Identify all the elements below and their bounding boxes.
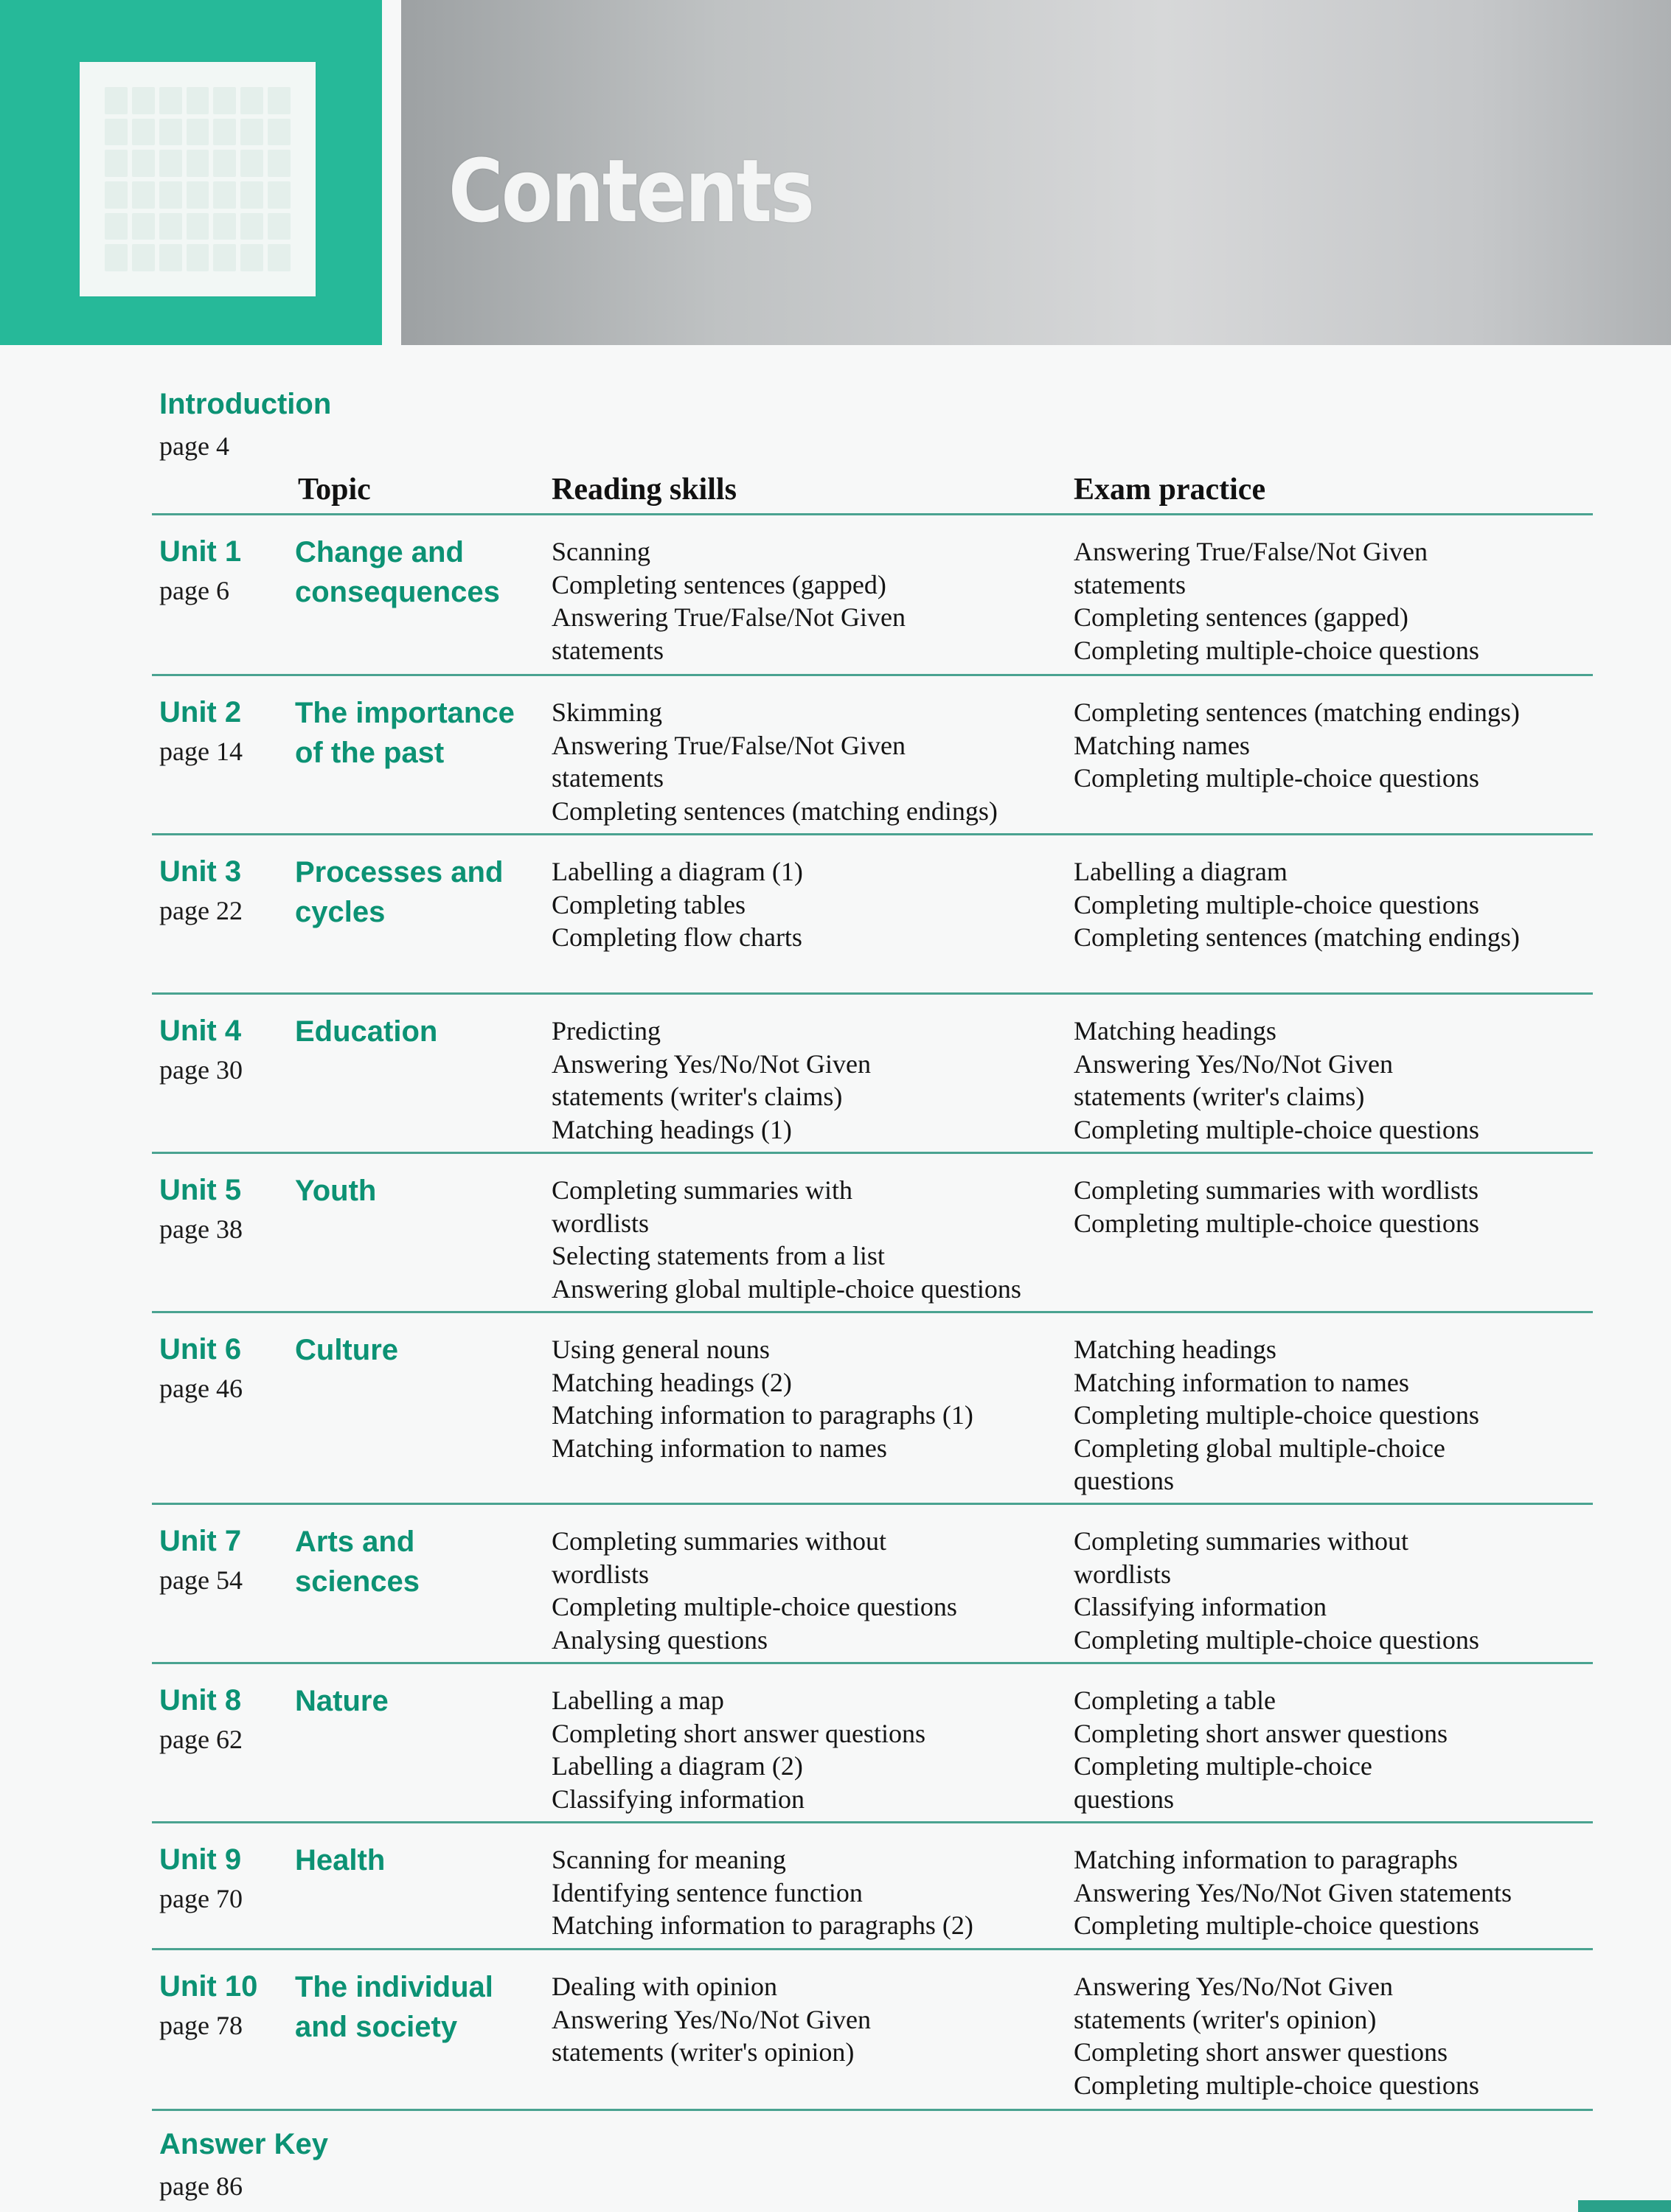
logo-grid-cell xyxy=(132,181,155,209)
reading-skill-line: Matching headings (1) xyxy=(552,1114,792,1144)
topic-line: The importance xyxy=(295,697,515,729)
exam-practice-line: Completing multiple-choice questions xyxy=(1074,1624,1479,1655)
exam-practice-line: Answering True/False/Not Given xyxy=(1074,537,1428,566)
unit-topic xyxy=(295,532,538,612)
exam-practice-cell xyxy=(1074,535,1605,667)
logo-grid-cell xyxy=(268,181,291,209)
topic-line: sciences xyxy=(295,1565,420,1598)
exam-practice-line: questions xyxy=(1074,1466,1175,1495)
exam-practice-line: Completing multiple-choice questions xyxy=(1074,889,1479,919)
exam-practice-line: Matching names xyxy=(1074,730,1250,760)
reading-skill-line: Completing sentences (matching endings) xyxy=(552,796,998,826)
row-divider xyxy=(152,1503,1593,1505)
exam-practice-cell xyxy=(1074,696,1605,795)
reading-skills-cell xyxy=(552,1015,1083,1146)
exam-practice-line: Completing global multiple-choice xyxy=(1074,1433,1445,1463)
reading-skills-cell xyxy=(552,1970,1083,2069)
column-header-reading-skills: Reading skills xyxy=(552,473,737,507)
unit-page: page 14 xyxy=(159,737,243,766)
row-divider xyxy=(152,2109,1593,2111)
exam-practice-line: Completing summaries with wordlists xyxy=(1074,1175,1479,1205)
exam-practice-line: Matching headings xyxy=(1074,1335,1276,1364)
reading-skill-line: Matching information to paragraphs (1) xyxy=(552,1400,973,1430)
logo-grid-cell xyxy=(213,244,236,271)
unit-page: page 38 xyxy=(159,1214,243,1244)
reading-skills-cell xyxy=(552,855,1083,954)
exam-practice-line: questions xyxy=(1074,1784,1175,1814)
reading-skills-cell xyxy=(552,1525,1083,1656)
column-header-topic: Topic xyxy=(298,473,371,507)
logo-grid-cell xyxy=(105,87,128,114)
logo-grid-cell xyxy=(268,87,291,114)
reading-skill-line: Matching headings (2) xyxy=(552,1367,792,1397)
exam-practice-line: Answering Yes/No/Not Given xyxy=(1074,1048,1394,1079)
logo-grid-cell xyxy=(159,244,182,271)
topic-line: and society xyxy=(295,2011,458,2043)
reading-skill-line: Completing summaries without xyxy=(552,1526,886,1556)
reading-skill-line: Completing tables xyxy=(552,889,746,919)
reading-skills-cell xyxy=(552,1333,1083,1464)
exam-practice-line: Completing short answer questions xyxy=(1074,2037,1448,2067)
exam-practice-line: Completing multiple-choice questions xyxy=(1074,1114,1479,1144)
unit-page: page 22 xyxy=(159,896,243,925)
reading-skill-line: Using general nouns xyxy=(552,1335,770,1364)
unit-label: Unit 10 xyxy=(159,1970,258,2003)
logo-grid-cell xyxy=(240,213,263,240)
unit-label: Unit 4 xyxy=(159,1015,242,1047)
topic-line: Change and xyxy=(295,536,464,568)
reading-skill-line: Answering global multiple-choice questions xyxy=(552,1273,1021,1304)
logo-grid-cell xyxy=(132,244,155,271)
reading-skill-line: Matching information to paragraphs (2) xyxy=(552,1910,973,1940)
exam-practice-line: Completing multiple-choice questions xyxy=(1074,1208,1479,1238)
topic-line: of the past xyxy=(295,737,445,769)
reading-skill-line: Answering Yes/No/Not Given xyxy=(552,2004,872,2034)
reading-skills-cell xyxy=(552,696,1083,827)
exam-practice-line: Answering Yes/No/Not Given xyxy=(1074,1972,1394,2001)
exam-practice-line: statements xyxy=(1074,569,1186,599)
unit-label: Unit 5 xyxy=(159,1174,242,1206)
logo-grid-cell xyxy=(213,119,236,146)
reading-skill-line: Skimming xyxy=(552,698,663,727)
reading-skill-line: Scanning xyxy=(552,537,650,566)
unit-label: Unit 6 xyxy=(159,1333,242,1366)
exam-practice-line: Completing multiple-choice questions xyxy=(1074,1910,1479,1940)
exam-practice-cell xyxy=(1074,1174,1605,1239)
exam-practice-line: Completing sentences (gapped) xyxy=(1074,602,1408,632)
row-divider xyxy=(152,1948,1593,1950)
exam-practice-line: Matching information to names xyxy=(1074,1367,1409,1397)
unit-topic xyxy=(295,1012,538,1051)
reading-skills-cell xyxy=(552,1174,1083,1305)
answer-key-label: Answer Key xyxy=(159,2128,328,2160)
logo-grid-cell xyxy=(187,213,209,240)
unit-label: Unit 9 xyxy=(159,1843,242,1876)
exam-practice-line: Answering Yes/No/Not Given statements xyxy=(1074,1877,1512,1907)
reading-skill-line: Answering Yes/No/Not Given xyxy=(552,1048,872,1079)
logo-grid-cell xyxy=(132,87,155,114)
row-divider xyxy=(152,1821,1593,1823)
logo-grid-cell xyxy=(105,181,128,209)
reading-skill-line: statements xyxy=(552,635,664,665)
reading-skill-line: Predicting xyxy=(552,1016,661,1046)
logo-grid-cell xyxy=(240,181,263,209)
reading-skill-line: Matching information to names xyxy=(552,1433,887,1463)
introduction-page: page 4 xyxy=(159,431,229,461)
topic-line: Education xyxy=(295,1015,438,1048)
reading-skill-line: statements (writer's claims) xyxy=(552,1082,843,1111)
reading-skill-line: Completing multiple-choice questions xyxy=(552,1592,957,1621)
exam-practice-line: Completing multiple-choice xyxy=(1074,1751,1372,1781)
exam-practice-line: Completing multiple-choice questions xyxy=(1074,763,1479,793)
reading-skill-line: Completing flow charts xyxy=(552,922,802,952)
page-title: Contents xyxy=(448,140,813,242)
exam-practice-line: Completing sentences (matching endings) xyxy=(1074,698,1520,727)
header-banner xyxy=(0,0,1671,347)
exam-practice-cell xyxy=(1074,1333,1605,1498)
unit-page: page 6 xyxy=(159,576,229,605)
reading-skill-line: Completing summaries with xyxy=(552,1175,852,1205)
row-divider xyxy=(152,1152,1593,1154)
reading-skill-line: Answering True/False/Not Given xyxy=(552,730,906,760)
topic-line: Health xyxy=(295,1844,386,1877)
logo-grid-cell xyxy=(268,213,291,240)
exam-practice-cell xyxy=(1074,1843,1605,1942)
logo-grid-cell xyxy=(159,87,182,114)
unit-topic xyxy=(295,1330,538,1370)
reading-skill-line: Answering True/False/Not Given xyxy=(552,602,906,632)
row-divider xyxy=(152,674,1593,676)
logo-grid-cell xyxy=(187,181,209,209)
topic-line: Culture xyxy=(295,1334,398,1366)
logo-grid-cell xyxy=(187,150,209,177)
exam-practice-cell xyxy=(1074,1015,1605,1146)
unit-label: Unit 2 xyxy=(159,696,242,728)
unit-topic xyxy=(295,693,538,773)
reading-skill-line: statements xyxy=(552,763,664,793)
exam-practice-line: wordlists xyxy=(1074,1559,1172,1589)
topic-line: The individual xyxy=(295,1971,493,2003)
logo-grid-cell xyxy=(213,213,236,240)
unit-page: page 78 xyxy=(159,2011,243,2040)
logo-tile xyxy=(80,62,316,296)
unit-label: Unit 8 xyxy=(159,1684,242,1717)
logo-grid-cell xyxy=(240,119,263,146)
reading-skill-line: Completing short answer questions xyxy=(552,1718,925,1748)
answer-key-page: page 86 xyxy=(159,2171,243,2201)
topic-line: Processes and xyxy=(295,856,504,888)
logo-grid-cell xyxy=(132,119,155,146)
logo-grid-cell xyxy=(268,150,291,177)
teal-block xyxy=(0,0,382,345)
logo-grid-cell xyxy=(159,150,182,177)
reading-skills-cell xyxy=(552,535,1083,667)
reading-skill-line: Completing sentences (gapped) xyxy=(552,569,886,599)
reading-skills-cell xyxy=(552,1843,1083,1942)
row-divider xyxy=(152,1662,1593,1664)
logo-grid-cell xyxy=(213,87,236,114)
unit-topic xyxy=(295,1681,538,1721)
logo-grid-cell xyxy=(268,119,291,146)
topic-line: Arts and xyxy=(295,1526,415,1558)
reading-skills-cell xyxy=(552,1684,1083,1815)
column-header-exam-practice: Exam practice xyxy=(1074,473,1266,507)
exam-practice-line: Matching headings xyxy=(1074,1016,1276,1046)
logo-grid-cell xyxy=(213,181,236,209)
reading-skill-line: Identifying sentence function xyxy=(552,1877,863,1907)
unit-topic xyxy=(295,1522,538,1601)
reading-skill-line: Labelling a map xyxy=(552,1686,724,1715)
logo-grid-cell xyxy=(240,87,263,114)
unit-label: Unit 7 xyxy=(159,1525,242,1557)
exam-practice-line: statements (writer's claims) xyxy=(1074,1082,1365,1111)
logo-grid-cell xyxy=(187,87,209,114)
reading-skill-line: Labelling a diagram (1) xyxy=(552,857,803,886)
exam-practice-line: Completing short answer questions xyxy=(1074,1718,1448,1748)
exam-practice-cell xyxy=(1074,1684,1605,1815)
logo-grid-cell xyxy=(213,150,236,177)
exam-practice-line: Labelling a diagram xyxy=(1074,857,1288,886)
logo-grid-cell xyxy=(105,213,128,240)
reading-skill-line: Analysing questions xyxy=(552,1624,768,1655)
exam-practice-line: Completing multiple-choice questions xyxy=(1074,2070,1479,2100)
unit-label: Unit 1 xyxy=(159,535,242,568)
logo-grid-cell xyxy=(105,119,128,146)
logo-grid-cell xyxy=(159,119,182,146)
topic-line: Nature xyxy=(295,1685,389,1717)
reading-skill-line: wordlists xyxy=(552,1559,650,1589)
unit-page: page 54 xyxy=(159,1565,243,1595)
row-divider xyxy=(152,513,1593,515)
exam-practice-line: Completing a table xyxy=(1074,1686,1276,1715)
exam-practice-cell xyxy=(1074,855,1605,954)
logo-grid-cell xyxy=(240,244,263,271)
reading-skill-line: wordlists xyxy=(552,1208,650,1238)
exam-practice-line: statements (writer's opinion) xyxy=(1074,2004,1377,2034)
topic-line: consequences xyxy=(295,576,500,608)
logo-grid-cell xyxy=(187,119,209,146)
logo-grid-cell xyxy=(159,213,182,240)
unit-page: page 30 xyxy=(159,1055,243,1085)
exam-practice-cell xyxy=(1074,1525,1605,1656)
introduction-label: Introduction xyxy=(159,388,332,420)
unit-label: Unit 3 xyxy=(159,855,242,888)
topic-line: Youth xyxy=(295,1175,377,1207)
row-divider xyxy=(152,1311,1593,1313)
reading-skill-line: Dealing with opinion xyxy=(552,1972,777,2001)
logo-grid-icon xyxy=(105,87,291,271)
unit-page: page 46 xyxy=(159,1374,243,1403)
reading-skill-line: Labelling a diagram (2) xyxy=(552,1751,803,1781)
topic-line: cycles xyxy=(295,896,386,928)
logo-grid-cell xyxy=(159,181,182,209)
row-divider xyxy=(152,833,1593,835)
unit-page: page 62 xyxy=(159,1725,243,1754)
reading-skill-line: Scanning for meaning xyxy=(552,1845,786,1874)
logo-grid-cell xyxy=(268,244,291,271)
exam-practice-line: Completing sentences (matching endings) xyxy=(1074,922,1520,952)
logo-grid-cell xyxy=(105,244,128,271)
unit-topic xyxy=(295,1967,538,2047)
row-divider xyxy=(152,992,1593,995)
exam-practice-line: Completing summaries without xyxy=(1074,1526,1408,1556)
logo-grid-cell xyxy=(187,244,209,271)
reading-skill-line: Classifying information xyxy=(552,1784,805,1814)
unit-page: page 70 xyxy=(159,1884,243,1913)
unit-topic xyxy=(295,852,538,932)
logo-grid-cell xyxy=(132,150,155,177)
reading-skill-line: Selecting statements from a list xyxy=(552,1241,885,1270)
logo-grid-cell xyxy=(240,150,263,177)
exam-practice-line: Completing multiple-choice questions xyxy=(1074,635,1479,665)
logo-grid-cell xyxy=(105,150,128,177)
unit-topic xyxy=(295,1171,538,1211)
logo-grid-cell xyxy=(132,213,155,240)
unit-topic xyxy=(295,1840,538,1880)
exam-practice-cell xyxy=(1074,1970,1605,2101)
corner-decoration xyxy=(1578,2200,1671,2212)
exam-practice-line: Matching information to paragraphs xyxy=(1074,1845,1458,1874)
reading-skill-line: statements (writer's opinion) xyxy=(552,2037,855,2067)
exam-practice-line: Completing multiple-choice questions xyxy=(1074,1400,1479,1430)
exam-practice-line: Classifying information xyxy=(1074,1592,1327,1621)
